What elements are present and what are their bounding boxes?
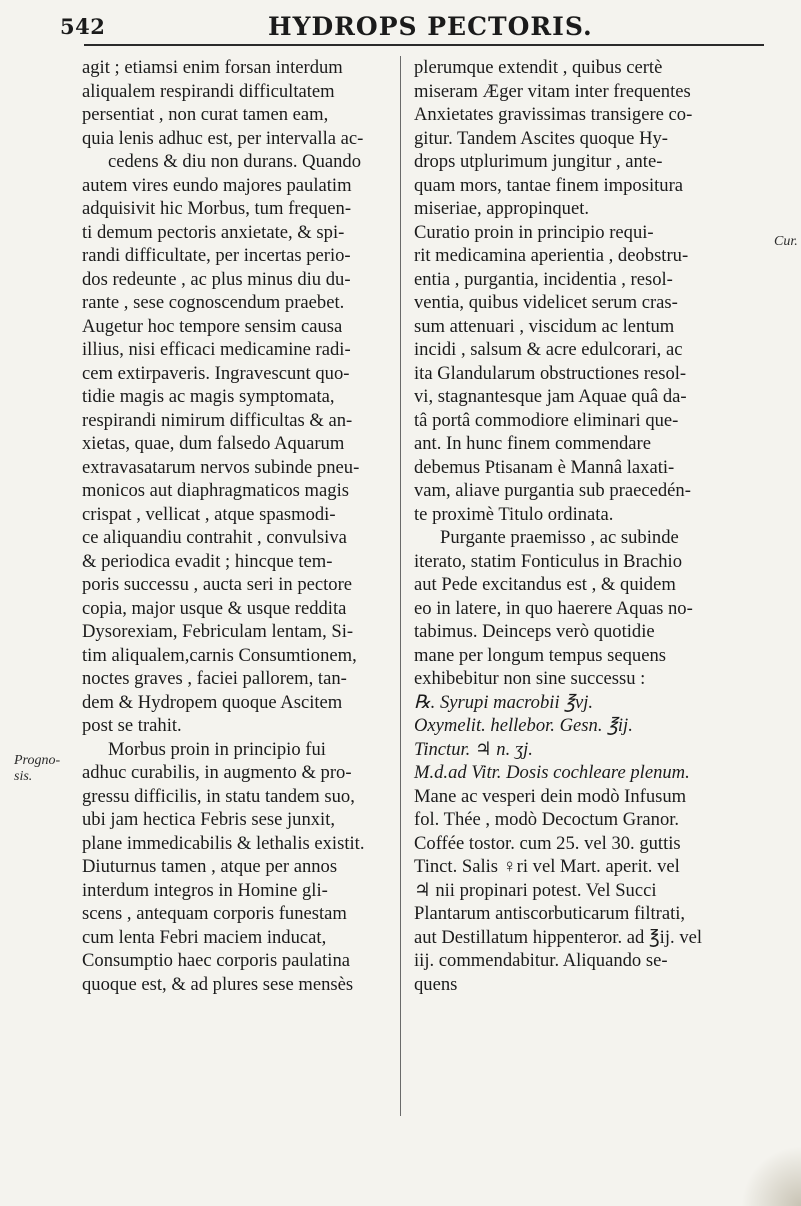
right-column-line: M.d.ad Vitr. Dosis cochleare plenum. — [414, 762, 690, 783]
left-column-line: dem & Hydropem quoque Ascitem — [82, 691, 343, 713]
right-column-line: sum attenuari , viscidum ac lentum — [414, 315, 675, 337]
left-column-line: ti demum pectoris anxietate, & spi- — [82, 221, 345, 243]
right-column-line: miseram Æger vitam inter frequentes — [414, 80, 691, 102]
right-column-line: Plantarum antiscorbuticarum filtrati, — [414, 903, 686, 924]
right-column-line: vam, aliave purgantia sub praecedén- — [414, 480, 691, 501]
left-column-line: adhuc curabilis, in augmento & pro- — [82, 762, 352, 783]
right-column-line: Mane ac vesperi dein modò Infusum — [414, 785, 687, 807]
left-column-line: tidie magis ac magis symptomata, — [82, 386, 335, 407]
left-column-line: randi difficultate, per incertas perio- — [82, 245, 351, 266]
right-column-line: Purgante praemisso , ac subinde — [440, 527, 679, 548]
left-column-line: quia lenis adhuc est, per intervalla ac- — [82, 127, 364, 149]
left-column-line: tim aliqualem,carnis Consumtionem, — [82, 644, 357, 666]
right-column-line: drops utplurimum jungitur , ante- — [414, 151, 663, 172]
margin-note-prognosis: Progno- sis. — [14, 753, 61, 784]
right-column-line: debemus Ptisanam è Mannâ laxati- — [414, 456, 675, 478]
left-column-line: Morbus proin in principio fui — [108, 738, 326, 760]
left-column-line: aliqualem respirandi difficultatem — [82, 80, 335, 102]
right-column-line: quam mors, tantae finem impositura — [414, 174, 684, 196]
right-column-line: ℞. Syrupi macrobii ℥vj. — [414, 691, 594, 713]
right-column-line: mane per longum tempus sequens — [414, 644, 666, 666]
right-column-line: aut Destillatum hippenteror. ad ℥ij. vel — [414, 926, 703, 948]
left-column-line: plane immedicabilis & lethalis existit. — [82, 832, 365, 854]
right-column-line: iterato, statim Fonticulus in Brachio — [414, 550, 683, 572]
left-column-line: copia, major usque & usque reddita — [82, 597, 347, 619]
left-column-line: post se trahit. — [82, 715, 182, 736]
header-rule — [84, 44, 764, 46]
right-column-line: tâ portâ commodiore eliminari que- — [414, 409, 679, 431]
left-column-line: adquisivit hic Morbus, tum frequen- — [82, 198, 352, 219]
right-column-line: Tinctur. ♃ n. ʒj. — [414, 738, 533, 760]
left-column-line: ubi jam hectica Febris sese junxit, — [82, 809, 336, 830]
right-column-line: gitur. Tandem Ascites quoque Hy- — [414, 127, 668, 149]
left-column — [82, 56, 388, 996]
right-column-line: incidi , salsum & acre edulcorari, ac — [414, 339, 683, 360]
right-column-line: exhibebitur non sine successu : — [414, 668, 646, 689]
right-column-line: ant. In hunc finem commendare — [414, 433, 651, 454]
left-column-line: cedens & diu non durans. Quando — [108, 151, 362, 172]
margin-note-curatio: Cur. — [774, 234, 798, 249]
right-column-line: rit medicamina aperientia , deobstru- — [414, 245, 689, 266]
left-column-line: poris successu , aucta seri in pectore — [82, 574, 353, 595]
left-column-line: interdum integros in Homine gli- — [82, 879, 328, 901]
left-column-line: cum lenta Febri maciem inducat, — [82, 926, 327, 948]
right-column-line: vi, stagnantesque jam Aquae quâ da- — [414, 386, 687, 407]
left-column-line: Diuturnus tamen , atque per annos — [82, 856, 338, 877]
right-column-line: iij. commendabitur. Aliquando se- — [414, 950, 668, 971]
left-column-line: Dysorexiam, Febriculam lentam, Si- — [82, 621, 354, 642]
left-column-line: dos redeunte , ac plus minus diu du- — [82, 268, 351, 290]
right-column-line: quens — [414, 973, 458, 995]
left-column-line: quoque est, & ad plures sese mensès — [82, 973, 354, 995]
left-column-line: monicos aut diaphragmaticos magis — [82, 480, 349, 501]
left-column-line: rante , sese cognoscendum praebet. — [82, 292, 345, 313]
right-column-line: plerumque extendit , quibus certè — [414, 57, 663, 78]
right-column-line: Oxymelit. hellebor. Gesn. ℥ij. — [414, 715, 633, 736]
column-divider — [400, 56, 401, 1116]
left-column-line: gressu difficilis, in statu tandem suo, — [82, 785, 355, 807]
right-column-line: Curatio proin in principio requi- — [414, 221, 654, 243]
page-stain — [741, 1146, 801, 1206]
left-column-line: xietas, quae, dum falsedo Aquarum — [82, 433, 345, 454]
page-number: 542 — [60, 14, 106, 39]
left-column-line: respirandi nimirum difficultas & an- — [82, 409, 353, 431]
right-column-line: ventia, quibus videlicet serum cras- — [414, 292, 678, 313]
left-column-line: autem vires eundo majores paulatim — [82, 174, 352, 196]
left-column-line: agit ; etiamsi enim forsan interdum — [82, 57, 343, 78]
left-column-line: & periodica evadit ; hincque tem- — [82, 550, 333, 572]
right-column-line: Coffée tostor. cum 25. vel 30. guttis — [414, 832, 681, 854]
left-column-line: Augetur hoc tempore sensim causa — [82, 315, 343, 337]
right-column-line: ita Glandularum obstructiones resol- — [414, 362, 687, 384]
right-column-line: fol. Thée , modò Decoctum Granor. — [414, 809, 680, 830]
right-column — [414, 56, 769, 996]
left-column-line: noctes graves , faciei pallorem, tan- — [82, 668, 347, 689]
right-column-line: entia , purgantia, incidentia , resol- — [414, 268, 673, 290]
running-title: HYDROPS PECTORIS. — [268, 12, 593, 41]
right-column-line: te proximè Titulo ordinata. — [414, 503, 614, 525]
right-column-line: aut Pede excitandus est , & quidem — [414, 574, 676, 595]
left-column-line: Consumptio haec corporis paulatina — [82, 950, 350, 971]
left-column-line: illius, nisi efficaci medicamine radi- — [82, 339, 351, 360]
left-column-line: cem extirpaveris. Ingravescunt quo- — [82, 362, 350, 384]
left-column-line: extravasatarum nervos subinde pneu- — [82, 456, 360, 478]
left-column-line: crispat , vellicat , atque spasmodi- — [82, 503, 336, 525]
right-column-line: Anxietates gravissimas transigere co- — [414, 104, 693, 125]
left-column-line: ce aliquandiu contrahit , convulsiva — [82, 527, 347, 548]
right-column-line: miseriae, appropinquet. — [414, 198, 590, 219]
right-column-line: eo in latere, in quo haerere Aquas no- — [414, 597, 693, 619]
right-column-line: ♃ nii propinari potest. Vel Succi — [414, 879, 657, 901]
left-column-line: scens , antequam corporis funestam — [82, 903, 347, 924]
right-column-line: tabimus. Deinceps verò quotidie — [414, 621, 655, 642]
left-column-line: persentiat , non curat tamen eam, — [82, 104, 329, 125]
right-column-line: Tinct. Salis ♀ri vel Mart. aperit. vel — [414, 856, 680, 877]
